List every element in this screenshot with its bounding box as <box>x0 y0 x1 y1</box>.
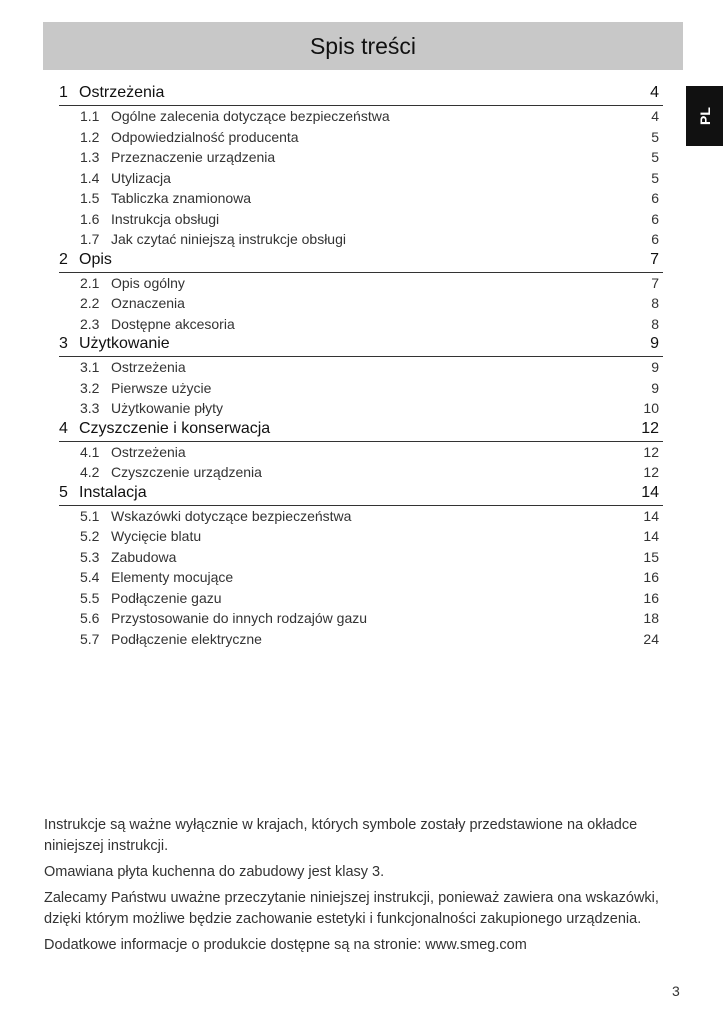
item-page: 9 <box>651 379 659 396</box>
toc-section-row <box>59 334 663 357</box>
toc-item-row <box>59 273 663 294</box>
section-title: Instalacja <box>79 483 147 501</box>
item-page: 7 <box>651 274 659 291</box>
toc-section-row <box>59 483 663 506</box>
item-page: 15 <box>643 548 659 565</box>
toc-item-row <box>59 526 663 547</box>
toc-item-row <box>59 442 663 463</box>
item-page: 16 <box>643 589 659 606</box>
item-title: Tabliczka znamionowa <box>111 190 252 206</box>
page-number: 3 <box>672 983 680 999</box>
item-page: 6 <box>651 190 659 206</box>
toc-item-row <box>59 106 663 127</box>
item-number: 1.4 <box>80 169 100 186</box>
toc-item-row <box>59 147 663 168</box>
section-title: Użytkowanie <box>79 335 170 352</box>
toc-item-row <box>59 127 663 148</box>
section-title: Opis <box>79 250 112 268</box>
item-number: 2.3 <box>80 315 100 332</box>
item-title: Oznaczenia <box>111 295 185 311</box>
toc-item-row <box>59 357 663 378</box>
language-tab <box>686 86 723 146</box>
toc-item-row <box>59 378 663 399</box>
item-number: 5.2 <box>80 528 100 544</box>
section-number: 4 <box>59 419 68 437</box>
toc-item-row <box>59 188 663 209</box>
item-page: 9 <box>651 359 659 375</box>
item-title: Czyszczenie urządzenia <box>111 464 262 480</box>
section-number: 2 <box>59 250 68 268</box>
item-page: 16 <box>643 569 659 585</box>
item-page: 6 <box>651 210 659 227</box>
item-title: Podłączenie gazu <box>111 589 222 606</box>
toc-item-row <box>59 608 663 629</box>
item-title: Utylizacja <box>111 169 171 186</box>
toc-item-row <box>59 629 663 650</box>
item-page: 5 <box>651 149 659 165</box>
item-page: 4 <box>651 108 659 124</box>
section-page: 4 <box>650 84 659 101</box>
item-page: 14 <box>643 528 659 544</box>
title-bar <box>43 22 683 70</box>
item-page: 5 <box>651 169 659 186</box>
toc-section-row <box>59 83 663 106</box>
toc-item-row <box>59 547 663 568</box>
toc-item-row <box>59 567 663 588</box>
note-paragraph: Dodatkowe informacje o produkcie dostępne są na stronie: www.smeg.com <box>44 937 527 953</box>
item-number: 4.1 <box>80 443 100 460</box>
item-title: Wskazówki dotyczące bezpieczeństwa <box>111 507 352 524</box>
toc-section-row <box>59 250 663 273</box>
item-title: Użytkowanie płyty <box>111 400 224 416</box>
item-page: 8 <box>651 315 659 332</box>
item-title: Podłączenie elektryczne <box>111 630 262 647</box>
item-title: Zabudowa <box>111 548 177 565</box>
item-title: Elementy mocujące <box>111 569 234 585</box>
item-number: 3.2 <box>80 379 100 396</box>
item-page: 8 <box>651 295 659 311</box>
item-number: 3.1 <box>80 359 100 375</box>
toc-item-row <box>59 462 663 483</box>
item-number: 1.7 <box>80 231 100 247</box>
item-title: Odpowiedzialność producenta <box>111 128 299 145</box>
item-title: Wycięcie blatu <box>111 528 202 544</box>
toc-item-row <box>59 293 663 314</box>
item-number: 4.2 <box>80 464 100 480</box>
item-number: 5.1 <box>80 507 100 524</box>
section-page: 7 <box>650 250 659 268</box>
toc-section-row <box>59 419 663 442</box>
toc-item-row <box>59 229 663 250</box>
toc-item-row <box>59 506 663 527</box>
item-title: Opis ogólny <box>111 274 185 291</box>
toc-item-row <box>59 398 663 419</box>
item-number: 1.5 <box>80 190 100 206</box>
language-label: PL <box>696 107 713 125</box>
notes <box>44 815 664 961</box>
section-number: 1 <box>59 84 68 101</box>
item-number: 2.1 <box>80 274 100 291</box>
item-title: Przystosowanie do innych rodzajów gazu <box>111 610 368 626</box>
note-paragraph: Instrukcje są ważne wyłącznie w krajach, których symbole zostały przedstawione na okładce niniejszej instrukcji. <box>44 817 638 854</box>
toc-item-row <box>59 314 663 335</box>
page-title: Spis treści <box>309 32 417 59</box>
item-title: Ogólne zalecenia dotyczące bezpieczeństwa <box>111 108 390 124</box>
note-paragraph: Omawiana płyta kuchenna do zabudowy jest klasy 3. <box>44 864 385 880</box>
section-page: 14 <box>641 483 659 501</box>
item-number: 2.2 <box>80 295 100 311</box>
item-title: Pierwsze użycie <box>111 379 212 396</box>
section-page: 9 <box>650 335 659 352</box>
item-number: 1.2 <box>80 128 100 145</box>
item-number: 5.6 <box>80 610 100 626</box>
item-page: 18 <box>643 610 659 626</box>
item-number: 3.3 <box>80 400 100 416</box>
item-number: 1.1 <box>80 108 100 124</box>
item-title: Instrukcja obsługi <box>111 210 220 227</box>
item-page: 14 <box>643 507 659 524</box>
item-number: 5.4 <box>80 569 100 585</box>
item-title: Jak czytać niniejszą instrukcje obsługi <box>111 231 346 247</box>
section-title: Ostrzeżenia <box>79 84 165 101</box>
toc-item-row <box>59 168 663 189</box>
item-number: 1.6 <box>80 210 100 227</box>
item-page: 6 <box>651 231 659 247</box>
item-number: 5.5 <box>80 589 100 606</box>
table-of-contents <box>59 83 663 649</box>
item-number: 1.3 <box>80 149 100 165</box>
item-title: Ostrzeżenia <box>111 359 186 375</box>
item-page: 5 <box>651 128 659 145</box>
note-paragraph: Zalecamy Państwu uważne przeczytanie niniejszej instrukcji, ponieważ zawiera ona wskazówki, dzięki którym możliwe będzie zachowanie estetyki i funkcjonalności zakupionego urządzenia. <box>44 890 659 927</box>
item-page: 12 <box>643 464 659 480</box>
item-number: 5.7 <box>80 630 100 647</box>
toc-item-row <box>59 588 663 609</box>
item-number: 5.3 <box>80 548 100 565</box>
section-number: 5 <box>59 483 68 501</box>
toc-item-row <box>59 209 663 230</box>
item-page: 24 <box>643 630 659 647</box>
item-title: Przeznaczenie urządzenia <box>111 149 276 165</box>
item-page: 10 <box>643 400 659 416</box>
section-number: 3 <box>59 335 68 352</box>
item-title: Ostrzeżenia <box>111 443 186 460</box>
section-title: Czyszczenie i konserwacja <box>79 419 271 437</box>
section-page: 12 <box>641 419 659 437</box>
item-title: Dostępne akcesoria <box>111 315 235 332</box>
item-page: 12 <box>643 443 659 460</box>
